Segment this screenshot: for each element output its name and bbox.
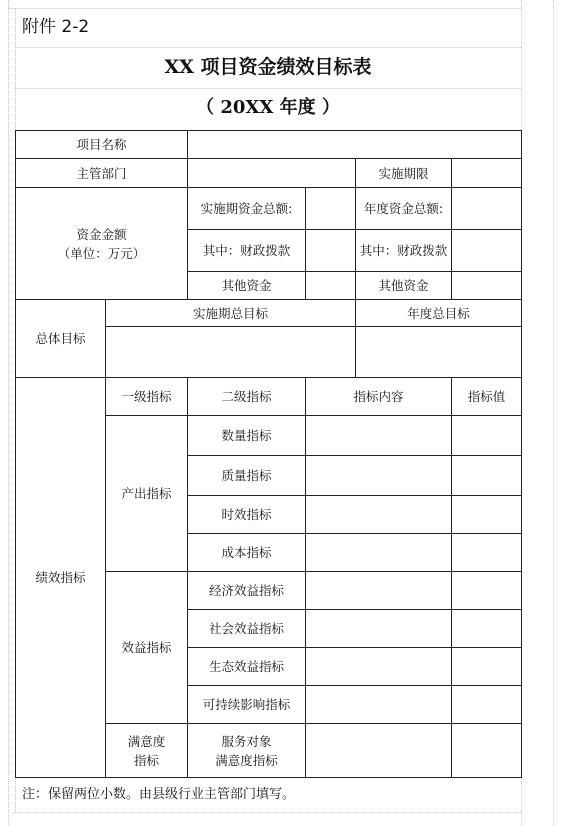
period-label: 实施期限 (356, 159, 452, 188)
indicator-value-cell[interactable] (452, 724, 522, 778)
indicator-value-cell[interactable] (452, 496, 522, 534)
benefit-indicator-group: 效益指标 (106, 572, 188, 724)
row-guide-2 (15, 88, 521, 89)
indicator-value-cell[interactable] (452, 686, 522, 724)
indicator-value-cell[interactable] (452, 456, 522, 496)
row-guide-1 (15, 47, 521, 48)
indicator-content-cell[interactable] (306, 534, 452, 572)
department-value-cell[interactable] (188, 159, 356, 188)
level2-indicator-header: 二级指标 (188, 378, 306, 416)
period-value-cell[interactable] (452, 159, 522, 188)
indicator-content-cell[interactable] (306, 724, 452, 778)
period-total-funding-label: 实施期资金总额: (188, 188, 306, 230)
margin-guide-left (8, 0, 9, 826)
project-name-value-cell[interactable] (188, 131, 522, 159)
department-label: 主管部门 (16, 159, 188, 188)
indicator-name: 成本指标 (188, 534, 306, 572)
indicator-name: 经济效益指标 (188, 572, 306, 610)
indicator-name: 社会效益指标 (188, 610, 306, 648)
indicator-value-cell[interactable] (452, 416, 522, 456)
annual-total-funding-label: 年度资金总额: (356, 188, 452, 230)
table-row (16, 188, 522, 230)
indicator-content-cell[interactable] (306, 496, 452, 534)
annual-goal-value-cell[interactable] (356, 327, 522, 378)
table-row (16, 131, 522, 159)
annual-fiscal-funding-value-cell[interactable] (452, 230, 522, 272)
document-subtitle: （ 20XX 年度 ） (196, 97, 340, 118)
satisfaction-group-line1: 满意度 (127, 733, 166, 749)
satisfaction-group-line2: 指标 (134, 752, 160, 768)
output-indicator-group: 产出指标 (106, 416, 188, 572)
annual-goal-header: 年度总目标 (356, 300, 522, 327)
period-other-funding-value-cell[interactable] (306, 272, 356, 300)
attachment-label: 附件 2-2 (22, 17, 90, 37)
indicator-content-cell[interactable] (306, 572, 452, 610)
indicator-value-header: 指标值 (452, 378, 522, 416)
performance-target-table (15, 130, 522, 778)
indicator-name: 可持续影响指标 (188, 686, 306, 724)
margin-guide-top (8, 8, 521, 9)
table-row (16, 300, 522, 327)
satisfaction-indicator-group (106, 724, 188, 778)
satisfaction-item-line1: 服务对象 (221, 733, 272, 749)
indicator-content-header: 指标内容 (306, 378, 452, 416)
indicator-name: 时效指标 (188, 496, 306, 534)
indicator-name: 质量指标 (188, 456, 306, 496)
overall-goal-label: 总体目标 (16, 300, 106, 378)
period-goal-value-cell[interactable] (106, 327, 356, 378)
period-fiscal-funding-label: 其中：财政拨款 (188, 230, 306, 272)
indicator-content-cell[interactable] (306, 648, 452, 686)
period-goal-header: 实施期总目标 (106, 300, 356, 327)
indicator-value-cell[interactable] (452, 534, 522, 572)
funding-label: 资金金额 (76, 226, 127, 242)
footnote: 注：保留两位小数。由县级行业主管部门填写。 (22, 787, 296, 802)
indicators-label: 绩效指标 (16, 378, 106, 778)
margin-guide-far-right (553, 0, 554, 826)
indicator-value-cell[interactable] (452, 572, 522, 610)
annual-fiscal-funding-label: 其中：财政拨款 (356, 230, 452, 272)
funding-label-cell (16, 188, 188, 300)
period-fiscal-funding-value-cell[interactable] (306, 230, 356, 272)
indicator-value-cell[interactable] (452, 648, 522, 686)
indicator-content-cell[interactable] (306, 686, 452, 724)
level1-indicator-header: 一级指标 (106, 378, 188, 416)
annual-total-funding-value-cell[interactable] (452, 188, 522, 230)
annual-other-funding-value-cell[interactable] (452, 272, 522, 300)
indicator-content-cell[interactable] (306, 456, 452, 496)
satisfaction-item-line2: 满意度指标 (215, 752, 278, 768)
indicator-name: 生态效益指标 (188, 648, 306, 686)
funding-unit-label: （单位：万元） (57, 245, 146, 261)
annual-other-funding-label: 其他资金 (356, 272, 452, 300)
row-guide-3 (15, 812, 521, 813)
table-row (16, 378, 522, 416)
indicator-content-cell[interactable] (306, 610, 452, 648)
table-row (16, 159, 522, 188)
indicator-value-cell[interactable] (452, 610, 522, 648)
indicator-name (188, 724, 306, 778)
period-total-funding-value-cell[interactable] (306, 188, 356, 230)
period-other-funding-label: 其他资金 (188, 272, 306, 300)
indicator-content-cell[interactable] (306, 416, 452, 456)
indicator-name: 数量指标 (188, 416, 306, 456)
project-name-label: 项目名称 (16, 131, 188, 159)
document-title: XX 项目资金绩效目标表 (164, 56, 372, 78)
